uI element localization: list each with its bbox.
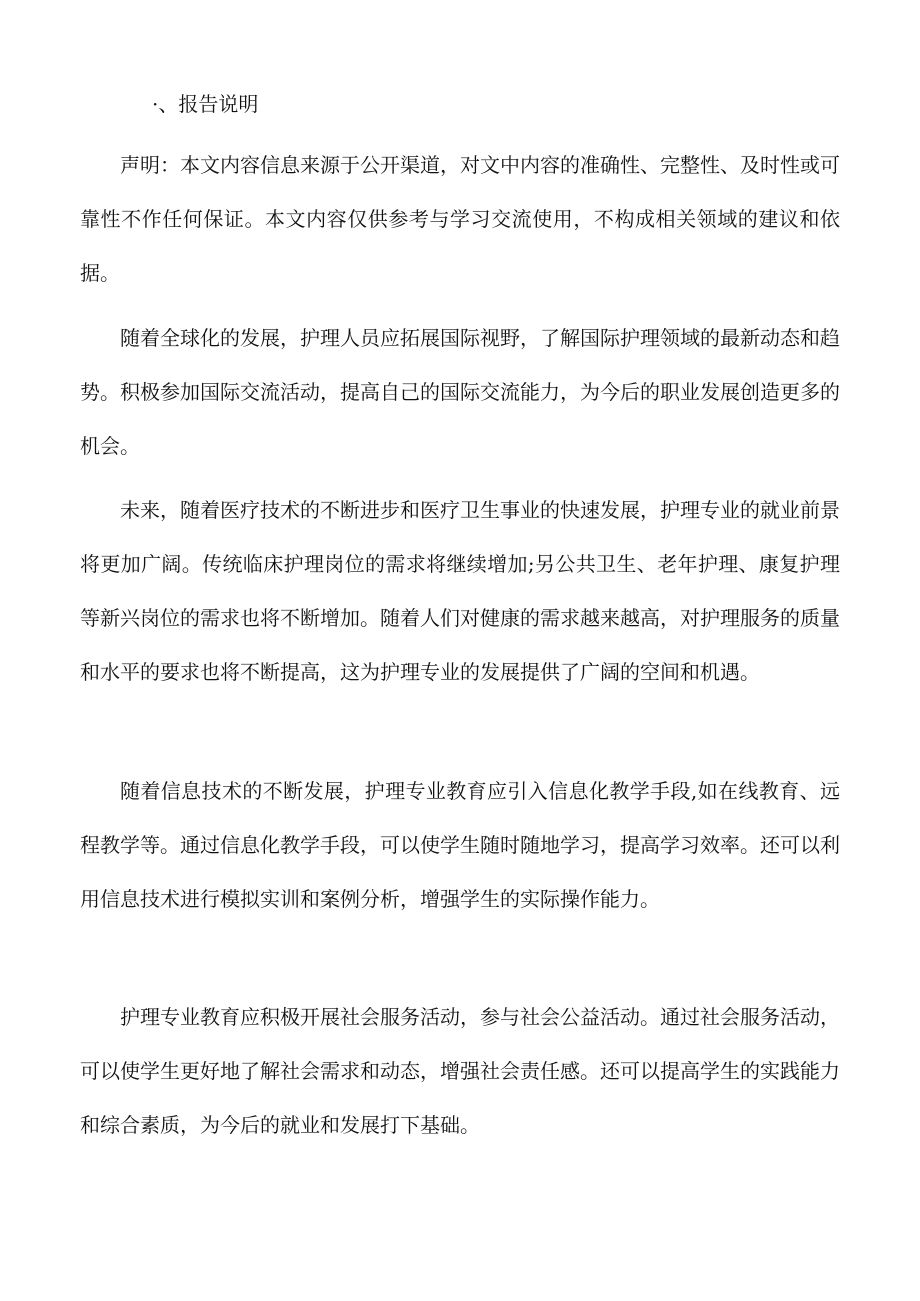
section-heading: ·、报告说明 (152, 92, 259, 116)
paragraph-employment-outlook: 未来，随着医疗技术的不断进步和医疗卫生事业的快速发展，护理专业的就业前景将更加广阔。传统临床护理岗位的需求将继续增加;另公共卫生、老年护理、康复护理等新兴岗位的需求也将不断增加。随着人们对健康的需求越来越高，对护理服务的质量和水平的要求也将不断提高，这为护理专业的发展提供了广阔的空间和机遇。 (80, 498, 840, 684)
paragraph-globalization: 随着全球化的发展，护理人员应拓展国际视野，了解国际护理领域的最新动态和趋势。积极参加国际交流活动，提高自己的国际交流能力，为今后的职业发展创造更多的机会。 (80, 326, 840, 458)
paragraph-information-technology: 随着信息技术的不断发展，护理专业教育应引入信息化教学手段,如在线教育、远程教学等。通过信息化教学手段，可以使学生随时随地学习，提高学习效率。还可以利用信息技术进行模拟实训和案例分析，增强学生的实际操作能力。 (80, 779, 840, 911)
paragraph-social-service: 护理专业教育应积极开展社会服务活动，参与社会公益活动。通过社会服务活动，可以使学生更好地了解社会需求和动态，增强社会责任感。还可以提高学生的实践能力和综合素质，为今后的就业和发展打下基础。 (80, 1005, 840, 1137)
paragraph-disclaimer: 声明：本文内容信息来源于公开渠道，对文中内容的准确性、完整性、及时性或可靠性不作任何保证。本文内容仅供参考与学习交流使用，不构成相关领域的建议和依据。 (80, 153, 840, 285)
